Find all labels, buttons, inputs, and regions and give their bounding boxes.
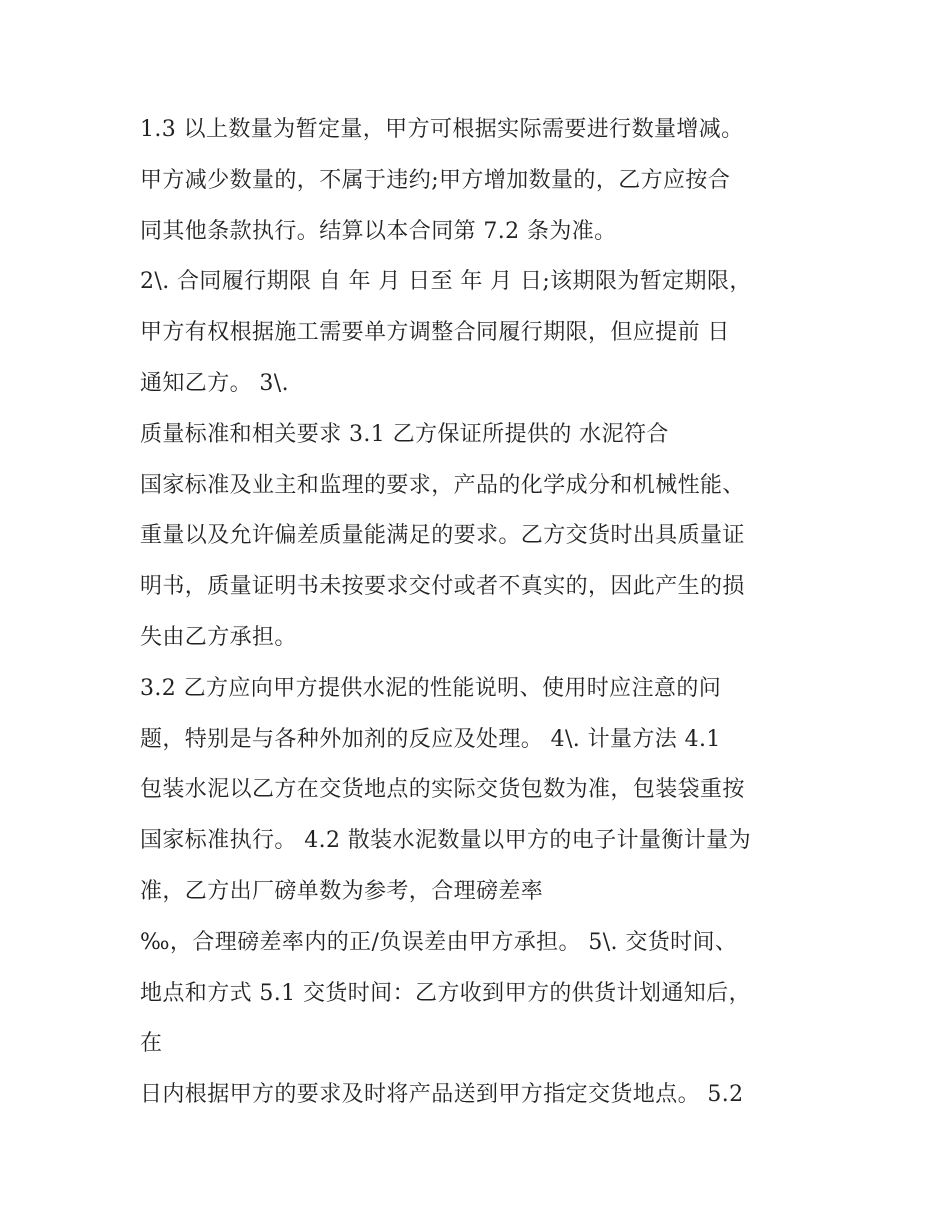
text-line: 明书，质量证明书未按要求交付或者不真实的，因此产生的损 <box>140 574 745 600</box>
text-line: ‰，合理磅差率内的正/负误差由甲方承担。 5\. 交货时间、 <box>140 929 738 955</box>
text-line: 重量以及允许偏差质量能满足的要求。乙方交货时出具质量证 <box>140 523 745 549</box>
text-line: 质量标准和相关要求 3.1 乙方保证所提供的 水泥符合 <box>140 421 669 447</box>
text-line: 3.2 乙方应向甲方提供水泥的性能说明、使用时应注意的问 <box>140 675 722 701</box>
text-line: 题，特别是与各种外加剂的反应及处理。 4\. 计量方法 4.1 <box>140 726 721 752</box>
text-line: 同其他条款执行。结算以本合同第 7.2 条为准。 <box>140 218 617 244</box>
text-line: 甲方有权根据施工需要单方调整合同履行期限，但应提前 日 <box>140 320 730 346</box>
text-line: 国家标准及业主和监理的要求，产品的化学成分和机械性能、 <box>140 472 745 498</box>
text-line: 地点和方式 5.1 交货时间：乙方收到甲方的供货计划通知后， <box>140 980 751 1006</box>
text-line: 甲方减少数量的，不属于违约;甲方增加数量的，乙方应按合 <box>140 167 731 193</box>
text-line: 准，乙方出厂磅单数为参考，合理磅差率 <box>140 878 544 904</box>
text-line: 包装水泥以乙方在交货地点的实际交货包数为准，包装袋重按 <box>140 777 745 803</box>
text-line: 国家标准执行。 4.2 散装水泥数量以甲方的电子计量衡计量为 <box>140 828 751 854</box>
text-line: 2\. 合同履行期限 自 年 月 日至 年 月 日;该期限为暂定期限， <box>140 269 752 295</box>
contract-body-text <box>140 110 830 1126</box>
text-line: 1.3 以上数量为暂定量，甲方可根据实际需要进行数量增减。 <box>140 117 744 142</box>
text-line: 失由乙方承担。 <box>140 624 297 650</box>
text-line: 在 <box>140 1031 163 1057</box>
text-line: 通知乙方。 3\. <box>140 370 289 396</box>
text-line: 日内根据甲方的要求及时将产品送到甲方指定交货地点。 5.2 <box>140 1082 744 1108</box>
